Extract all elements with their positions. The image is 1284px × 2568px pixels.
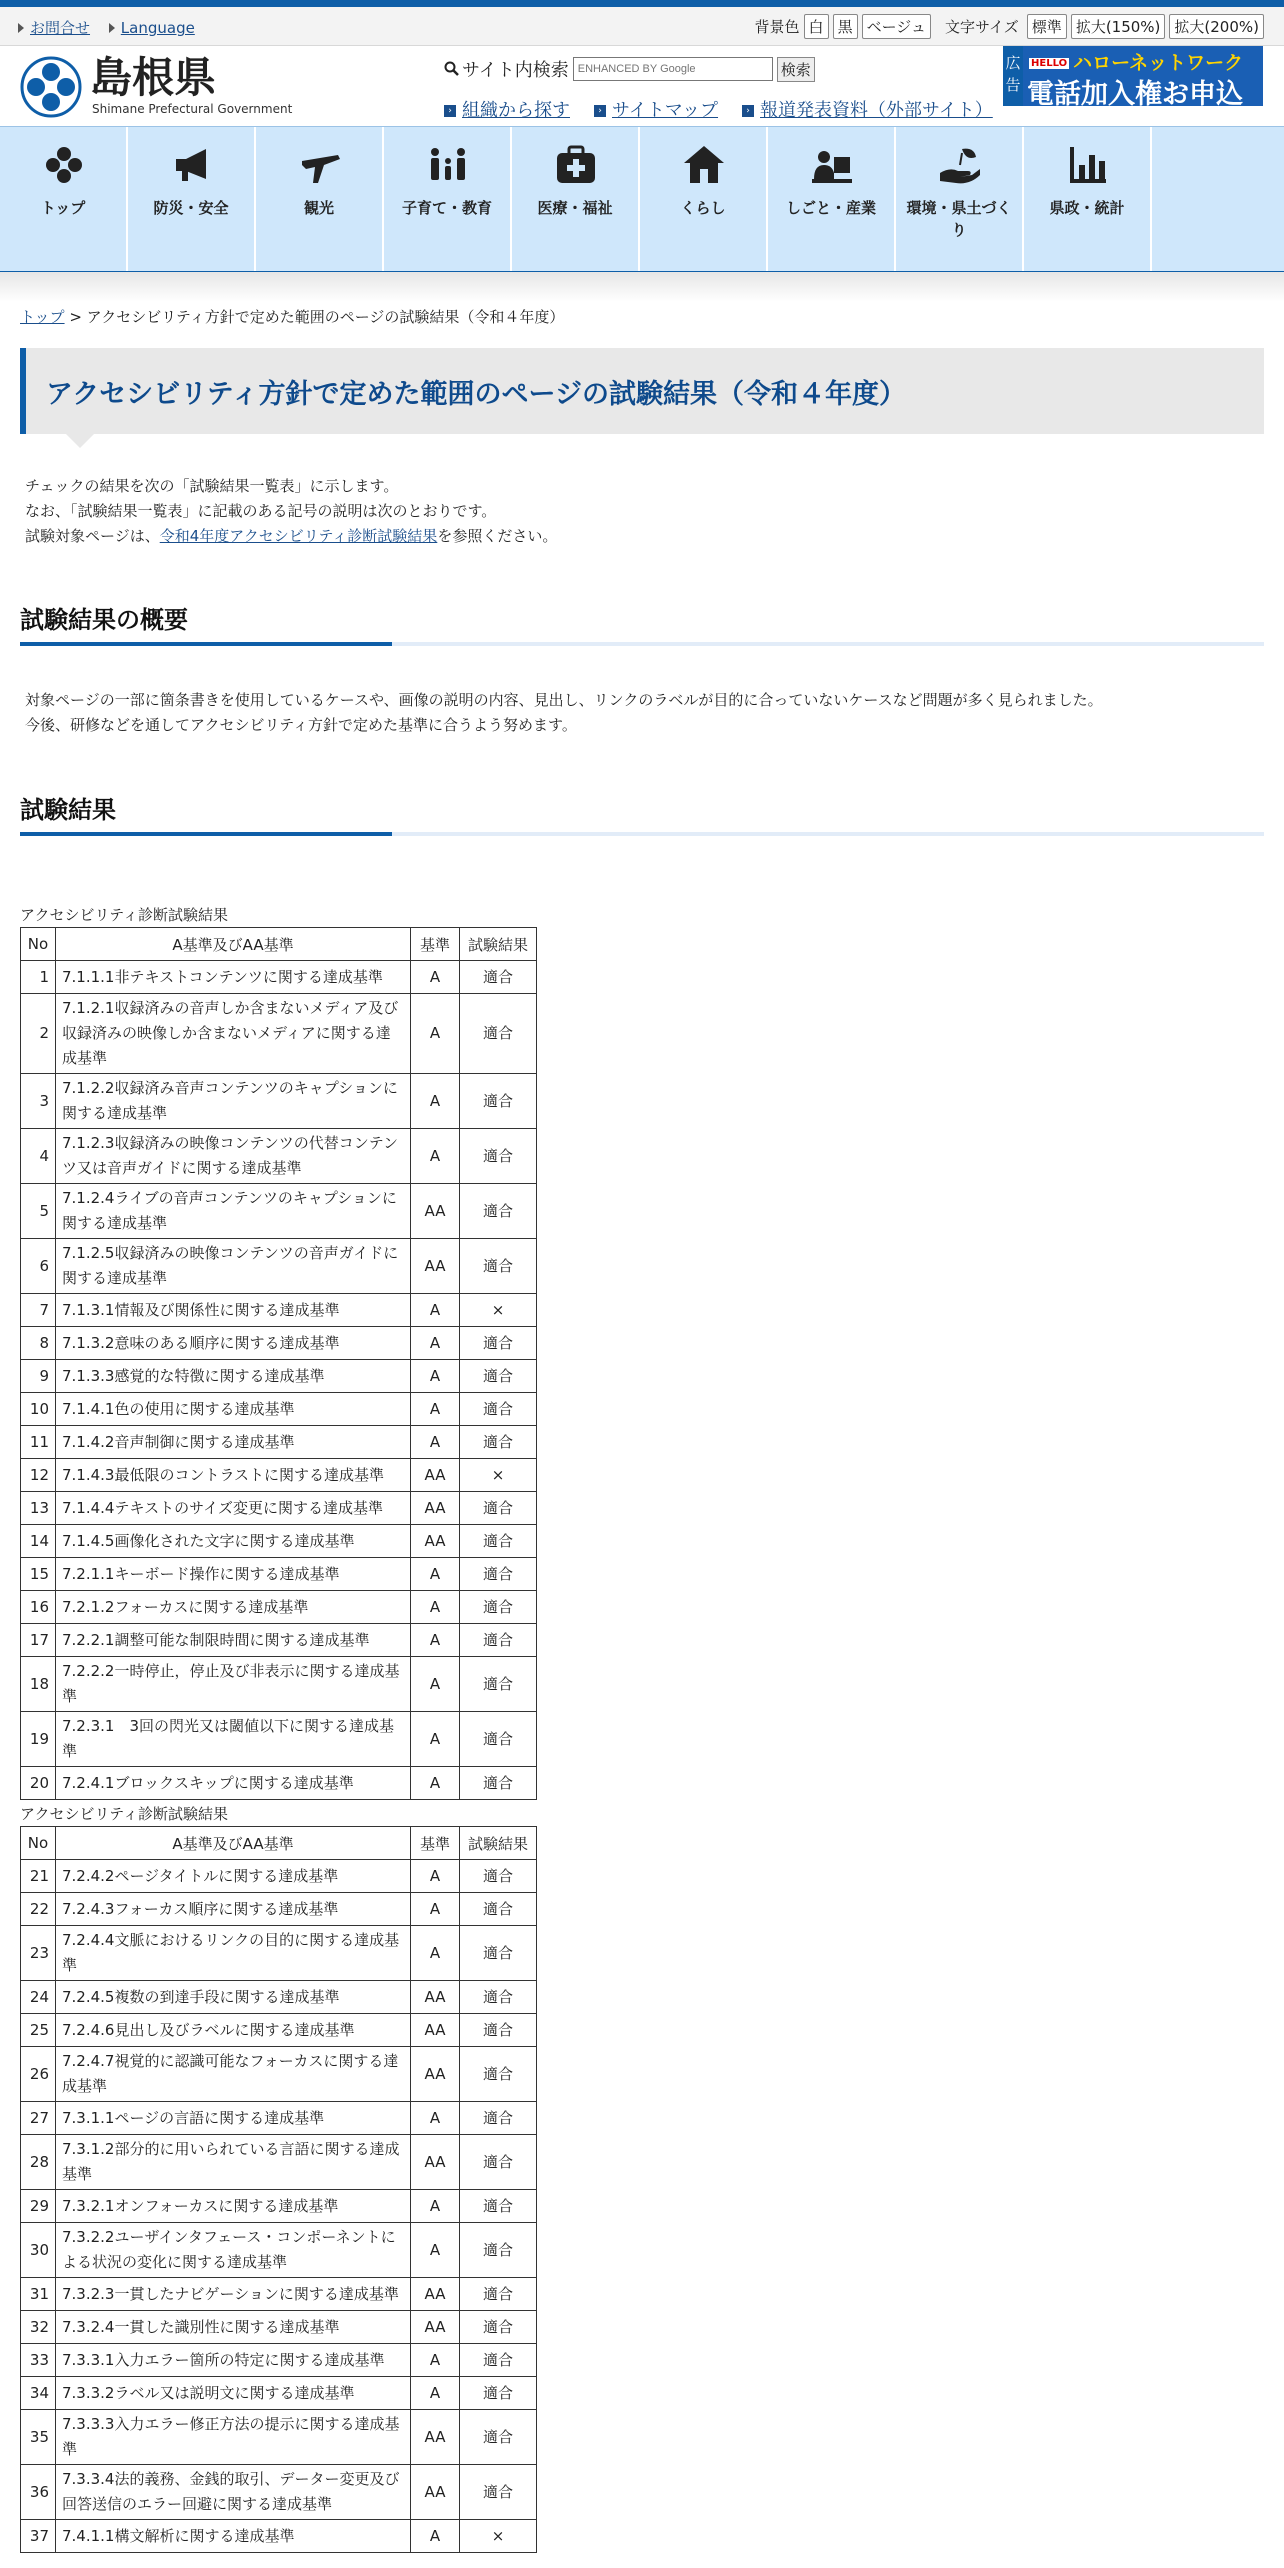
top-accent-bar [0,0,1284,7]
ad-line1-text: ハローネットワーク [1073,52,1244,74]
cell-level: AA [411,2047,460,2102]
table-row [21,1860,537,1893]
table-row [21,1591,537,1624]
table-row [21,2135,537,2190]
cell-result: 適合 [460,2135,537,2190]
cell-criterion: 7.1.2.1収録済みの音声しか含まないメディア及び収録済みの映像しか含まないメディアに関する達成基準 [56,994,411,1074]
table-row [21,2223,537,2278]
cell-result: 適合 [460,2377,537,2410]
results-table-1 [20,927,537,1800]
table-row [21,2410,537,2465]
table-row [21,1393,537,1426]
nav-label: しごと・産業 [785,199,876,217]
table-row [21,2520,537,2553]
cell-level: A [411,1327,460,1360]
cell-level: A [411,1712,460,1767]
cell-level: AA [411,1492,460,1525]
cell-result: 適合 [460,2465,537,2520]
cell-no: 13 [21,1492,56,1525]
cell-criterion: 7.3.3.3入力エラー修正方法の提示に関する達成基準 [56,2410,411,2465]
cell-result: 適合 [460,2311,537,2344]
cell-result: 適合 [460,1074,537,1129]
cell-result: × [460,2520,537,2553]
search-icon [444,61,460,77]
intro-line-1: チェックの結果を次の「試験結果一覧表」に示します。 [25,477,399,495]
cell-level: A [411,1426,460,1459]
cell-no: 26 [21,2047,56,2102]
cell-result: 適合 [460,1981,537,2014]
cell-result: 適合 [460,1129,537,1184]
cell-result: 適合 [460,1426,537,1459]
ad-hello: HELLO [1031,58,1068,69]
cell-result: 適合 [460,1239,537,1294]
cell-criterion: 7.2.4.4文脈におけるリンクの目的に関する達成基準 [56,1926,411,1981]
cell-result: 適合 [460,1492,537,1525]
cell-no: 19 [21,1712,56,1767]
table-row [21,2047,537,2102]
triangle-icon [18,23,24,33]
ad-tag: 広告 [1003,46,1023,106]
sitemap-link[interactable]: サイトマップ [612,100,719,121]
table-row [21,2102,537,2135]
house-icon [682,143,726,187]
nav-item-childcare[interactable] [384,127,512,271]
airplane-icon [298,143,342,187]
cell-criterion: 7.3.3.2ラベル又は説明文に関する達成基準 [56,2377,411,2410]
col-no: No [21,1827,56,1860]
cell-no: 10 [21,1393,56,1426]
cell-criterion: 7.2.4.7視覚的に認識可能なフォーカスに関する達成基準 [56,2047,411,2102]
breadcrumb [20,306,564,327]
table-caption-2: アクセシビリティ診断試験結果 [20,1805,229,1823]
col-level: 基準 [411,928,460,961]
page-title-box [20,348,1264,434]
logo-name: 島根県 [90,53,217,102]
nav-label: 観光 [303,199,334,217]
cell-result: 適合 [460,1393,537,1426]
cell-no: 35 [21,2410,56,2465]
table-row [21,1492,537,1525]
cell-no: 32 [21,2311,56,2344]
ad-body [1023,46,1263,110]
nav-item-tourism[interactable] [256,127,384,271]
top-icon [42,143,86,187]
cell-level: A [411,1074,460,1129]
breadcrumb-current: アクセシビリティ方針で定めた範囲のページの試験結果（令和４年度） [86,308,565,326]
arrow-icon: › [742,105,754,117]
cell-result: 適合 [460,1591,537,1624]
cell-level: AA [411,1981,460,2014]
font-normal-button[interactable]: 標準 [1027,14,1067,39]
col-criterion: A基準及びAA基準 [56,1827,411,1860]
cell-no: 31 [21,2278,56,2311]
cell-level: A [411,1624,460,1657]
nav-label: 子育て・教育 [401,199,492,217]
press-release-link[interactable]: 報道発表資料（外部サイト） [760,100,993,121]
nav-item-work[interactable] [768,127,896,271]
cell-criterion: 7.3.1.1ページの言語に関する達成基準 [56,2102,411,2135]
table-row [21,961,537,994]
summary-line-2: 今後、研修などを通してアクセシビリティ方針で定めた基準に合うよう努めます。 [25,716,577,734]
cell-no: 25 [21,2014,56,2047]
arrow-icon: › [444,105,456,117]
cell-level: A [411,994,460,1074]
medical-bag-icon [554,143,598,187]
cell-no: 12 [21,1459,56,1492]
bg-beige-button[interactable]: ベージュ [862,14,931,39]
breadcrumb-home-link[interactable]: トップ [20,308,65,326]
nav-item-government[interactable] [1024,127,1152,271]
contact-link-wrap [18,19,90,37]
table-row [21,2465,537,2520]
cell-criterion: 7.3.1.2部分的に用いられている言語に関する達成基準 [56,2135,411,2190]
cell-criterion: 7.1.4.3最低限のコントラストに関する達成基準 [56,1459,411,1492]
cell-level: A [411,2377,460,2410]
cell-level: A [411,2102,460,2135]
table-row [21,1184,537,1239]
page-title: アクセシビリティ方針で定めた範囲のページの試験結果（令和４年度） [46,379,906,410]
language-link-wrap [109,19,195,37]
cell-no: 5 [21,1184,56,1239]
cell-no: 34 [21,2377,56,2410]
cell-criterion: 7.1.3.1情報及び関係性に関する達成基準 [56,1294,411,1327]
summary-line-1: 対象ページの一部に箇条書きを使用しているケースや、画像の説明の内容、見出し、リンクのラベルが目的に合っていないケースなど問題が多く見られました。 [25,691,1103,709]
cell-no: 9 [21,1360,56,1393]
summary-text [25,688,1103,738]
cell-result: 適合 [460,2190,537,2223]
nav-label: 環境・県土づくり [906,199,1012,239]
table-row [21,1360,537,1393]
cell-criterion: 7.3.3.1入力エラー箇所の特定に関する達成基準 [56,2344,411,2377]
cell-no: 11 [21,1426,56,1459]
table-row [21,2377,537,2410]
cell-result: 適合 [460,2014,537,2047]
nav-label: くらし [680,199,726,217]
nav-label: 県政・統計 [1049,199,1125,217]
cell-criterion: 7.2.2.2一時停止，停止及び非表示に関する達成基準 [56,1657,411,1712]
cell-result: 適合 [460,994,537,1074]
table-row [21,1657,537,1712]
col-level: 基準 [411,1827,460,1860]
cell-no: 7 [21,1294,56,1327]
col-result: 試験結果 [460,928,537,961]
cell-no: 37 [21,2520,56,2553]
cell-result: 適合 [460,2344,537,2377]
font-200-button[interactable]: 拡大(200%) [1169,14,1264,39]
table-row [21,2014,537,2047]
cell-level: AA [411,2014,460,2047]
cell-level: A [411,2344,460,2377]
table-row [21,1558,537,1591]
bg-color-label: 背景色 [754,18,800,36]
language-link[interactable]: Language [120,19,195,37]
cell-result: 適合 [460,1893,537,1926]
cell-result: 適合 [460,1525,537,1558]
nav-item-medical[interactable] [512,127,640,271]
bar-chart-icon [1066,143,1110,187]
cell-criterion: 7.2.4.2ページタイトルに関する達成基準 [56,1860,411,1893]
cell-result: 適合 [460,2278,537,2311]
cell-result: 適合 [460,961,537,994]
site-logo[interactable] [20,52,310,118]
table-row [21,1926,537,1981]
bg-white-button[interactable]: 白 [804,14,829,39]
cell-no: 28 [21,2135,56,2190]
cell-result: 適合 [460,1860,537,1893]
prefecture-emblem-icon [20,56,82,118]
cell-no: 3 [21,1074,56,1129]
logo-subtitle: Shimane Prefectural Government [92,102,293,116]
table-row [21,1459,537,1492]
cell-criterion: 7.3.2.2ユーザインタフェース・コンポーネントによる状況の変化に関する達成基準 [56,2223,411,2278]
cell-result: 適合 [460,1558,537,1591]
font-150-button[interactable]: 拡大(150%) [1071,14,1166,39]
org-search-link[interactable]: 組織から探す [462,100,570,121]
summary-heading: 試験結果の概要 [20,606,188,634]
col-criterion: A基準及びAA基準 [56,928,411,961]
site-search [444,56,815,82]
table-row [21,1525,537,1558]
megaphone-icon [170,143,214,187]
intro-line-3-pre: 試験対象ページは、 [25,527,160,545]
cell-level: A [411,2520,460,2553]
cell-result: 適合 [460,2102,537,2135]
cell-criterion: 7.2.3.1 3回の閃光又は閾値以下に関する達成基準 [56,1712,411,1767]
nav-item-environment[interactable] [896,127,1024,271]
cell-level: A [411,1558,460,1591]
cell-level: A [411,1767,460,1800]
table-row [21,2190,537,2223]
cell-no: 16 [21,1591,56,1624]
results-heading: 試験結果 [20,796,116,824]
table-row [21,1767,537,1800]
intro-line-2: なお、「試験結果一覧表」に記載のある記号の説明は次のとおりです。 [25,502,497,520]
table-row [21,1074,537,1129]
cell-level: A [411,2223,460,2278]
nav-item-top[interactable] [0,127,128,271]
cell-result: 適合 [460,2223,537,2278]
cell-no: 18 [21,1657,56,1712]
ad-line2: 電話加入権お申込 [1027,79,1243,110]
table-row [21,1981,537,2014]
hand-leaf-icon [938,143,982,187]
table-row [21,2344,537,2377]
cell-level: AA [411,2465,460,2520]
cell-criterion: 7.2.4.1ブロックスキップに関する達成基準 [56,1767,411,1800]
table-row [21,1893,537,1926]
cell-result: × [460,1294,537,1327]
cell-result: 適合 [460,1624,537,1657]
table-row [21,2278,537,2311]
cell-level: A [411,1360,460,1393]
cell-no: 21 [21,1860,56,1893]
cell-result: × [460,1459,537,1492]
cell-criterion: 7.1.1.1非テキストコンテンツに関する達成基準 [56,961,411,994]
cell-level: AA [411,2135,460,2190]
nav-item-disaster[interactable] [128,127,256,271]
contact-link[interactable]: お問合せ [30,19,91,37]
cell-level: A [411,1926,460,1981]
triangle-icon [109,23,115,33]
cell-criterion: 7.4.1.1構文解析に関する達成基準 [56,2520,411,2553]
table-header-row [21,928,537,961]
cell-no: 30 [21,2223,56,2278]
cell-result: 適合 [460,1327,537,1360]
cell-criterion: 7.1.2.4ライブの音声コンテンツのキャプションに関する達成基準 [56,1184,411,1239]
worker-icon [810,143,854,187]
cell-no: 14 [21,1525,56,1558]
cell-criterion: 7.1.4.2音声制御に関する達成基準 [56,1426,411,1459]
press-link-wrap [742,96,993,122]
table-row [21,1129,537,1184]
cell-level: AA [411,1184,460,1239]
cell-no: 1 [21,961,56,994]
cell-level: AA [411,1239,460,1294]
table-row [21,1426,537,1459]
cell-no: 6 [21,1239,56,1294]
cell-result: 適合 [460,1360,537,1393]
cell-criterion: 7.3.2.1オンフォーカスに関する達成基準 [56,2190,411,2223]
col-no: No [21,928,56,961]
font-size-label: 文字サイズ [944,18,1019,36]
cell-result: 適合 [460,1767,537,1800]
cell-result: 適合 [460,1926,537,1981]
cell-result: 適合 [460,1184,537,1239]
bg-black-button[interactable]: 黒 [833,14,858,39]
cell-criterion: 7.3.2.3一貫したナビゲーションに関する達成基準 [56,2278,411,2311]
cell-no: 29 [21,2190,56,2223]
cell-result: 適合 [460,2410,537,2465]
nav-shadow [0,272,1284,302]
nav-item-living[interactable] [640,127,768,271]
cell-level: A [411,1893,460,1926]
cell-criterion: 7.1.4.1色の使用に関する達成基準 [56,1393,411,1426]
title-notch [66,434,94,448]
cell-level: A [411,1860,460,1893]
cell-criterion: 7.1.3.3感覚的な特徴に関する達成基準 [56,1360,411,1393]
site-header [0,46,1284,124]
cell-criterion: 7.1.3.2意味のある順序に関する達成基準 [56,1327,411,1360]
cell-criterion: 7.3.2.4一貫した識別性に関する達成基準 [56,2311,411,2344]
cell-criterion: 7.3.3.4法的義務、金銭的取引、データー変更及び回答送信のエラー回避に関する達成基準 [56,2465,411,2520]
cell-result: 適合 [460,2047,537,2102]
table-row [21,2311,537,2344]
table-row [21,1327,537,1360]
intro-line-3 [25,524,557,549]
cell-no: 8 [21,1327,56,1360]
cell-criterion: 7.1.4.4テキストのサイズ変更に関する達成基準 [56,1492,411,1525]
ad-banner[interactable] [1003,46,1263,110]
cell-criterion: 7.2.1.1キーボード操作に関する達成基準 [56,1558,411,1591]
cell-no: 33 [21,2344,56,2377]
utility-bar [0,7,1284,46]
cell-criterion: 7.1.4.5画像化された文字に関する達成基準 [56,1525,411,1558]
cell-criterion: 7.2.2.1調整可能な制限時間に関する達成基準 [56,1624,411,1657]
cell-level: AA [411,2278,460,2311]
intro-line-3-post: を参照ください。 [437,527,558,545]
cell-level: A [411,1393,460,1426]
table-body [21,1860,537,2553]
table-body [21,961,537,1800]
cell-result: 適合 [460,1657,537,1712]
diagnosis-results-link[interactable]: 令和4年度アクセシビリティ診断試験結果 [159,527,438,545]
arrow-icon: › [594,105,606,117]
cell-criterion: 7.2.4.6見出し及びラベルに関する達成基準 [56,2014,411,2047]
cell-no: 24 [21,1981,56,2014]
cell-criterion: 7.2.4.3フォーカス順序に関する達成基準 [56,1893,411,1926]
ad-line1 [1029,48,1243,75]
search-button[interactable]: 検索 [777,57,815,82]
table-header-row [21,1827,537,1860]
org-link-wrap [444,96,570,122]
cell-level: A [411,1294,460,1327]
table-row [21,1712,537,1767]
global-nav [0,126,1284,273]
nav-label: トップ [40,199,86,217]
sitemap-link-wrap [594,96,718,122]
cell-result: 適合 [460,1712,537,1767]
table-row [21,994,537,1074]
intro-text [25,474,557,549]
search-input[interactable] [573,57,773,81]
cell-no: 15 [21,1558,56,1591]
cell-criterion: 7.2.4.5複数の到達手段に関する達成基準 [56,1981,411,2014]
table-row [21,1294,537,1327]
search-label: サイト内検索 [462,60,569,81]
table-row [21,1239,537,1294]
cell-criterion: 7.1.2.5収録済みの映像コンテンツの音声ガイドに関する達成基準 [56,1239,411,1294]
cell-no: 36 [21,2465,56,2520]
summary-heading-underline [20,642,1264,646]
cell-level: A [411,961,460,994]
results-heading-underline [20,832,1264,836]
cell-no: 4 [21,1129,56,1184]
col-result: 試験結果 [460,1827,537,1860]
cell-no: 20 [21,1767,56,1800]
results-table-2 [20,1826,537,2553]
cell-level: AA [411,2311,460,2344]
cell-no: 23 [21,1926,56,1981]
cell-level: AA [411,2410,460,2465]
cell-level: A [411,1129,460,1184]
cell-criterion: 7.2.1.2フォーカスに関する達成基準 [56,1591,411,1624]
cell-no: 17 [21,1624,56,1657]
header-links [444,96,993,122]
cell-level: A [411,1591,460,1624]
table-row [21,1624,537,1657]
cell-criterion: 7.1.2.3収録済みの映像コンテンツの代替コンテンツ又は音声ガイドに関する達成基準 [56,1129,411,1184]
table-caption-1: アクセシビリティ診断試験結果 [20,906,229,924]
cell-level: AA [411,1525,460,1558]
breadcrumb-separator: > [64,308,87,326]
cell-no: 2 [21,994,56,1074]
cell-criterion: 7.1.2.2収録済み音声コンテンツのキャプションに関する達成基準 [56,1074,411,1129]
cell-no: 22 [21,1893,56,1926]
cell-level: AA [411,1459,460,1492]
cell-level: A [411,1657,460,1712]
cell-level: A [411,2190,460,2223]
nav-label: 防災・安全 [153,199,229,217]
family-icon [426,143,470,187]
cell-no: 27 [21,2102,56,2135]
nav-label: 医療・福祉 [537,199,613,217]
